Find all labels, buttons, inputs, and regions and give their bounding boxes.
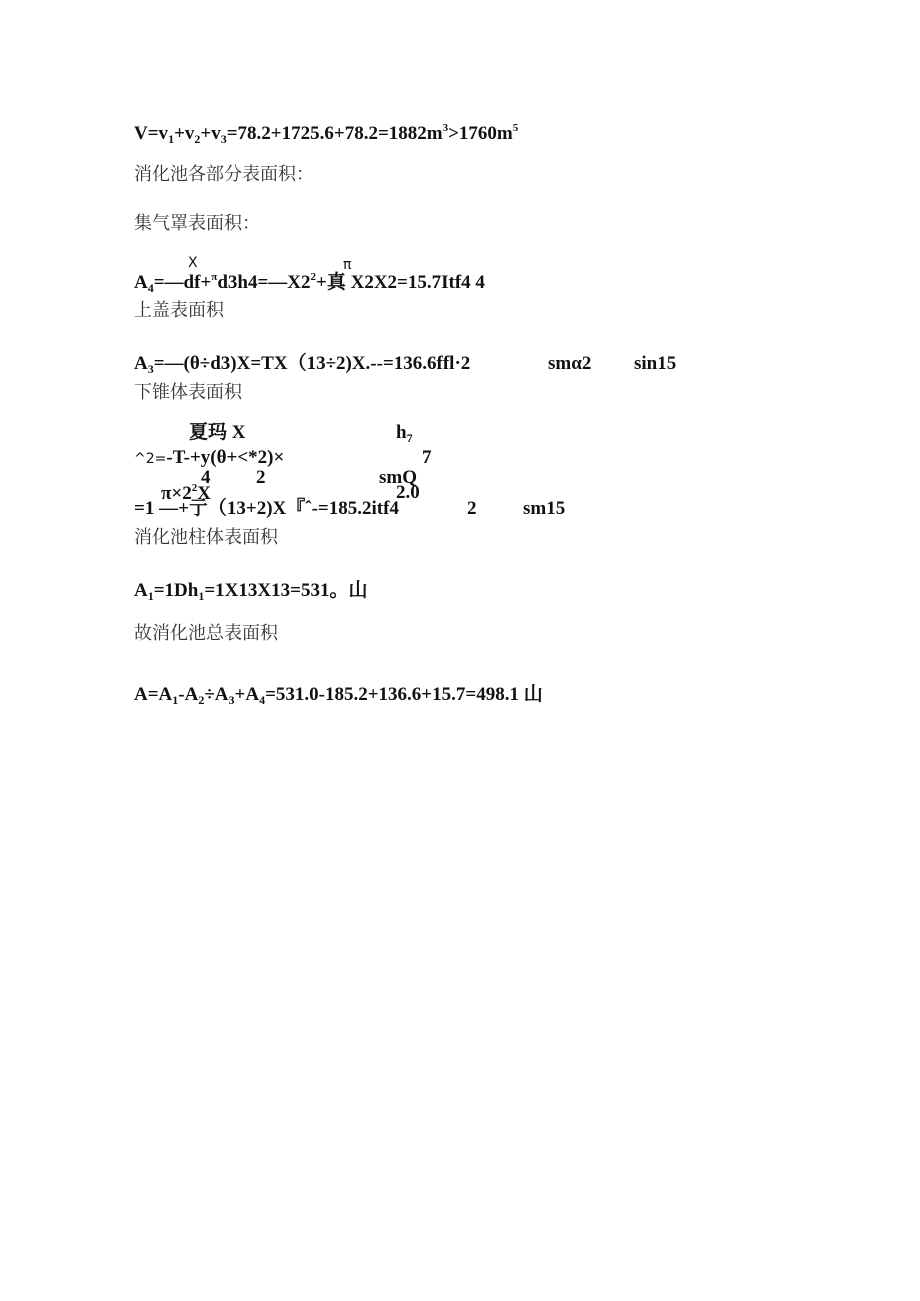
- formula-text: =1X13X13=531。山: [204, 580, 368, 601]
- formula-text: -A: [178, 684, 199, 705]
- formula-text: =—(θ÷d3)X=TX（13÷2)X.--=136.6ffl·2: [153, 353, 471, 374]
- superscript: 3: [442, 122, 449, 134]
- formula-text: h: [396, 422, 407, 443]
- formula-a2-row5-mid: 2: [467, 498, 477, 519]
- volume-formula: [134, 123, 518, 145]
- formula-text: d3h4=—X2: [217, 272, 311, 293]
- formula-a2-row1-left: 夏玛 X: [189, 422, 246, 443]
- heading-top-cover: 上盖表面积: [134, 300, 224, 321]
- formula-a2-row5: =1 —+亍（13+2)X『ˆ-=185.2itf4: [134, 498, 399, 519]
- formula-text: ÷A: [204, 684, 229, 705]
- formula-a4-over-pi: π: [343, 257, 352, 273]
- formula-a3-sin15: sin15: [634, 353, 677, 374]
- formula-text: >1760m: [448, 123, 513, 144]
- formula-a4: [134, 272, 485, 294]
- subscript: 3: [220, 132, 227, 146]
- formula-text: A: [134, 353, 148, 374]
- formula-text: +真 X2X2=15.7Itf4 4: [316, 272, 485, 293]
- superscript: 5: [512, 122, 519, 134]
- subscript: 4: [147, 281, 154, 295]
- formula-text: =78.2+1725.6+78.2=1882m: [226, 123, 443, 144]
- subscript: 7: [406, 431, 413, 445]
- formula-total: [134, 685, 543, 706]
- subscript: 1: [168, 132, 175, 146]
- superscript: π: [211, 271, 218, 283]
- formula-text: X: [197, 483, 211, 504]
- formula-a2-row5-right: sm15: [523, 498, 566, 519]
- subscript: 1: [147, 589, 154, 603]
- subscript: 2: [198, 693, 205, 707]
- superscript: 2: [191, 482, 198, 494]
- formula-a2-row2: [134, 448, 284, 467]
- heading-total: 故消化池总表面积: [134, 623, 278, 644]
- formula-a2-row1-right: [396, 423, 413, 444]
- formula-a2-row4-right: 2.0: [396, 482, 420, 503]
- formula-text: A=A: [134, 684, 173, 705]
- formula-a3-sin-alpha: smα2: [548, 353, 592, 374]
- formula-a2-row2-right: 7: [422, 447, 432, 468]
- formula-a4-over-x: X: [188, 255, 198, 271]
- subscript: 3: [228, 693, 235, 707]
- superscript: 2: [310, 271, 317, 283]
- formula-a2-row3-a: 4: [201, 467, 211, 488]
- formula-text: =1Dh: [153, 580, 199, 601]
- formula-a2-row3-b: 2: [256, 467, 266, 488]
- subscript: 4: [259, 693, 266, 707]
- formula-text: +v: [174, 123, 195, 144]
- formula-text: =531.0-185.2+136.6+15.7=498.1 山: [265, 684, 543, 705]
- formula-a3: [134, 354, 470, 375]
- subscript: 2: [194, 132, 201, 146]
- formula-a1: [134, 581, 367, 602]
- formula-text: V=v: [134, 123, 169, 144]
- subscript: 1: [172, 693, 179, 707]
- heading-lower-cone: 下锥体表面积: [134, 382, 242, 403]
- heading-gas-hood: 集气罩表面积：: [134, 213, 260, 234]
- subscript: 3: [147, 362, 154, 376]
- heading-surface-areas: 消化池各部分表面积：: [134, 164, 314, 185]
- formula-text: A: [134, 272, 148, 293]
- formula-text: A: [134, 580, 148, 601]
- subscript: 1: [198, 589, 205, 603]
- formula-text: +A: [234, 684, 260, 705]
- formula-text: -T-+y(θ+<*2)×: [166, 447, 285, 468]
- heading-cylinder: 消化池柱体表面积: [134, 527, 278, 548]
- formula-text: +v: [200, 123, 221, 144]
- formula-text: π×2: [161, 483, 192, 504]
- formula-a2-row3-c: smQ: [379, 467, 417, 488]
- formula-text: ^2=: [134, 451, 167, 467]
- formula-text: =—df+: [153, 272, 212, 293]
